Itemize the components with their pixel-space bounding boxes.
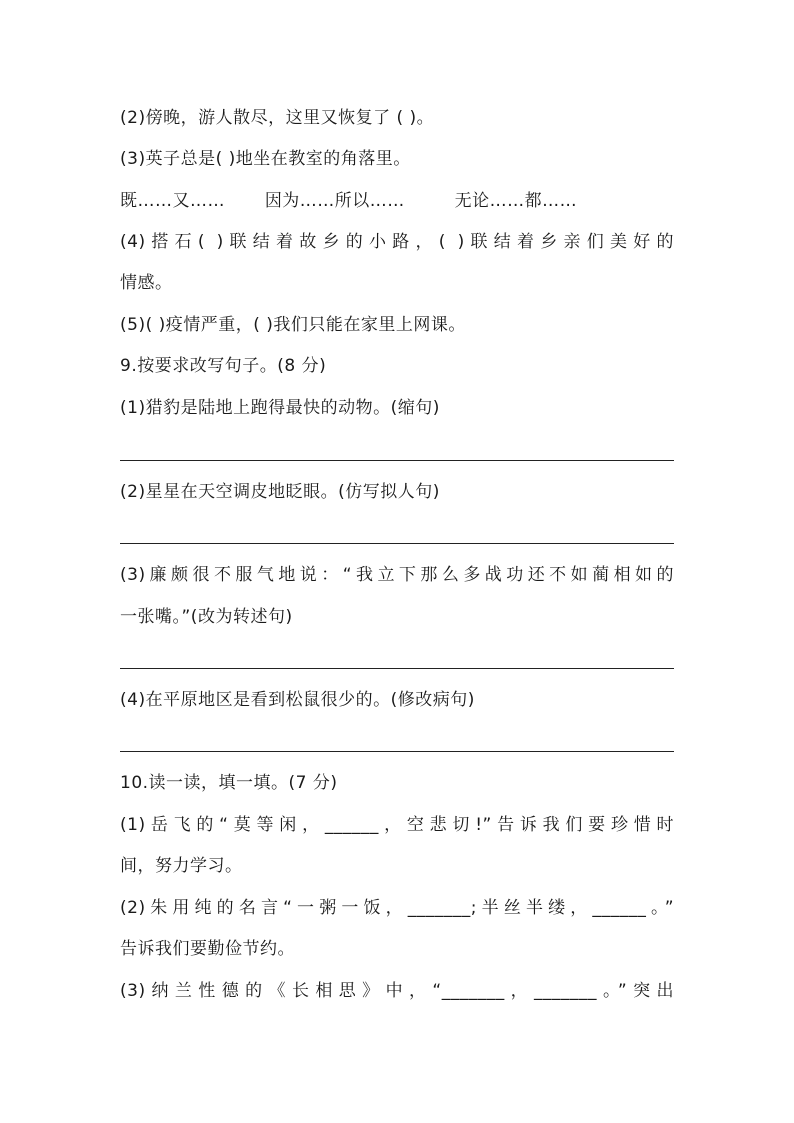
q10-item-1-line-1: (1)岳飞的“莫等闲，______，空悲切!”告诉我们要珍惜时 — [120, 815, 674, 835]
q8-item-4-line-2: 情感。 — [120, 273, 173, 293]
q9-item-3-line-2: 一张嘴。”(改为转述句) — [120, 607, 293, 627]
q8-item-4-line-1: (4)搭石( )联结着故乡的小路，( )联结着乡亲们美好的 — [120, 232, 674, 252]
q10-title: 10.读一读，填一填。(7 分) — [120, 773, 338, 793]
q8-item-3: (3)英子总是( )地坐在教室的角落里。 — [120, 149, 411, 169]
conjunction-option-2: 因为……所以…… — [264, 191, 405, 211]
q9-item-1: (1)猎豹是陆地上跑得最快的动物。(缩句) — [120, 398, 440, 418]
q9-item-2: (2)星星在天空调皮地眨眼。(仿写拟人句) — [120, 482, 440, 502]
answer-line-q9-2[interactable] — [120, 543, 674, 544]
answer-line-q9-4[interactable] — [120, 751, 674, 752]
answer-line-q9-3[interactable] — [120, 668, 674, 669]
q9-item-3-line-1: (3)廉颇很不服气地说：“我立下那么多战功还不如蔺相如的 — [120, 565, 674, 585]
q10-item-3-line-1: (3)纳兰性德的《长相思》中，“_______，_______。”突出 — [120, 981, 674, 1001]
q10-item-1-line-2: 间，努力学习。 — [120, 856, 243, 876]
q9-title: 9.按要求改写句子。(8 分) — [120, 356, 327, 376]
conjunction-option-1: 既……又…… — [120, 191, 225, 211]
q10-item-2-line-2: 告诉我们要勤俭节约。 — [120, 939, 295, 959]
conjunction-option-3: 无论……都…… — [454, 191, 578, 211]
conjunction-options — [120, 189, 577, 213]
q8-item-5: (5)( )疫情严重，( )我们只能在家里上网课。 — [120, 315, 466, 335]
q9-item-4: (4)在平原地区是看到松鼠很少的。(修改病句) — [120, 690, 475, 710]
q10-item-2-line-1: (2)朱用纯的名言“一粥一饭，_______;半丝半缕，______。” — [120, 898, 674, 918]
q8-item-2: (2)傍晚，游人散尽，这里又恢复了 ( )。 — [120, 108, 435, 128]
answer-line-q9-1[interactable] — [120, 460, 674, 461]
